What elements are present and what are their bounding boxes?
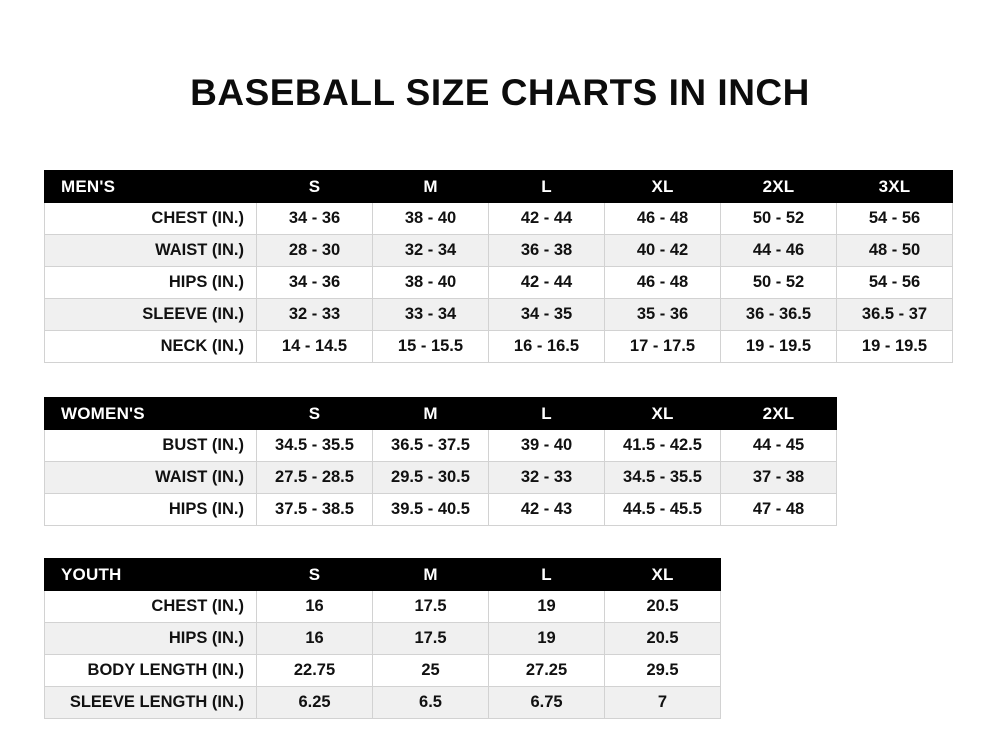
value-cell: 15 - 15.5	[373, 331, 489, 363]
value-cell: 6.75	[489, 687, 605, 719]
value-cell: 44.5 - 45.5	[605, 494, 721, 526]
header-cell-l: L	[489, 559, 605, 591]
value-cell: 27.25	[489, 655, 605, 687]
value-cell: 54 - 56	[837, 267, 953, 299]
value-cell: 46 - 48	[605, 203, 721, 235]
youth-size-table	[44, 558, 721, 719]
header-cell-m: M	[373, 398, 489, 430]
value-cell: 28 - 30	[257, 235, 373, 267]
row-label: SLEEVE (IN.)	[45, 299, 257, 331]
value-cell: 34.5 - 35.5	[605, 462, 721, 494]
row-label: SLEEVE LENGTH (IN.)	[45, 687, 257, 719]
header-cell-category: MEN'S	[45, 171, 257, 203]
value-cell: 29.5 - 30.5	[373, 462, 489, 494]
womens-size-table	[44, 397, 837, 526]
row-label: BODY LENGTH (IN.)	[45, 655, 257, 687]
value-cell: 44 - 45	[721, 430, 837, 462]
value-cell: 42 - 43	[489, 494, 605, 526]
value-cell: 35 - 36	[605, 299, 721, 331]
value-cell: 25	[373, 655, 489, 687]
value-cell: 37 - 38	[721, 462, 837, 494]
value-cell: 17.5	[373, 591, 489, 623]
header-cell-xl: XL	[605, 171, 721, 203]
row-label: CHEST (IN.)	[45, 591, 257, 623]
value-cell: 36 - 36.5	[721, 299, 837, 331]
header-cell-s: S	[257, 171, 373, 203]
value-cell: 34 - 36	[257, 203, 373, 235]
value-cell: 6.25	[257, 687, 373, 719]
table-row	[45, 687, 721, 719]
value-cell: 19	[489, 623, 605, 655]
value-cell: 34 - 35	[489, 299, 605, 331]
value-cell: 27.5 - 28.5	[257, 462, 373, 494]
value-cell: 7	[605, 687, 721, 719]
size-tables-container	[0, 170, 1000, 719]
row-label: HIPS (IN.)	[45, 267, 257, 299]
row-label: BUST (IN.)	[45, 430, 257, 462]
value-cell: 40 - 42	[605, 235, 721, 267]
value-cell: 19	[489, 591, 605, 623]
header-cell-l: L	[489, 171, 605, 203]
table-row	[45, 591, 721, 623]
value-cell: 38 - 40	[373, 203, 489, 235]
row-label: NECK (IN.)	[45, 331, 257, 363]
value-cell: 54 - 56	[837, 203, 953, 235]
table-row	[45, 655, 721, 687]
table-spacer	[44, 363, 956, 397]
table-row	[45, 462, 837, 494]
row-label: CHEST (IN.)	[45, 203, 257, 235]
value-cell: 50 - 52	[721, 203, 837, 235]
value-cell: 48 - 50	[837, 235, 953, 267]
value-cell: 47 - 48	[721, 494, 837, 526]
value-cell: 36.5 - 37.5	[373, 430, 489, 462]
table-header-row	[45, 171, 953, 203]
value-cell: 19 - 19.5	[837, 331, 953, 363]
value-cell: 19 - 19.5	[721, 331, 837, 363]
table-row	[45, 299, 953, 331]
value-cell: 34 - 36	[257, 267, 373, 299]
value-cell: 50 - 52	[721, 267, 837, 299]
header-cell-m: M	[373, 559, 489, 591]
value-cell: 46 - 48	[605, 267, 721, 299]
table-row	[45, 267, 953, 299]
header-cell-s: S	[257, 398, 373, 430]
value-cell: 29.5	[605, 655, 721, 687]
value-cell: 36.5 - 37	[837, 299, 953, 331]
table-header-row	[45, 398, 837, 430]
page-title: BASEBALL SIZE CHARTS IN INCH	[190, 72, 810, 113]
mens-size-table	[44, 170, 953, 363]
value-cell: 39.5 - 40.5	[373, 494, 489, 526]
header-cell-category: WOMEN'S	[45, 398, 257, 430]
value-cell: 20.5	[605, 623, 721, 655]
value-cell: 32 - 34	[373, 235, 489, 267]
value-cell: 34.5 - 35.5	[257, 430, 373, 462]
value-cell: 33 - 34	[373, 299, 489, 331]
table-row	[45, 430, 837, 462]
row-label: HIPS (IN.)	[45, 623, 257, 655]
header-cell-s: S	[257, 559, 373, 591]
value-cell: 37.5 - 38.5	[257, 494, 373, 526]
value-cell: 32 - 33	[489, 462, 605, 494]
value-cell: 42 - 44	[489, 203, 605, 235]
header-cell-l: L	[489, 398, 605, 430]
value-cell: 36 - 38	[489, 235, 605, 267]
header-cell-xl: XL	[605, 559, 721, 591]
value-cell: 16	[257, 591, 373, 623]
table-row	[45, 494, 837, 526]
value-cell: 42 - 44	[489, 267, 605, 299]
table-row	[45, 203, 953, 235]
value-cell: 32 - 33	[257, 299, 373, 331]
value-cell: 14 - 14.5	[257, 331, 373, 363]
header-cell-m: M	[373, 171, 489, 203]
value-cell: 6.5	[373, 687, 489, 719]
value-cell: 17 - 17.5	[605, 331, 721, 363]
value-cell: 20.5	[605, 591, 721, 623]
table-spacer	[44, 526, 956, 558]
header-cell-3xl: 3XL	[837, 171, 953, 203]
row-label: WAIST (IN.)	[45, 235, 257, 267]
table-row	[45, 623, 721, 655]
table-header-row	[45, 559, 721, 591]
value-cell: 38 - 40	[373, 267, 489, 299]
header-cell-category: YOUTH	[45, 559, 257, 591]
value-cell: 16	[257, 623, 373, 655]
header-cell-2xl: 2XL	[721, 171, 837, 203]
header-cell-2xl: 2XL	[721, 398, 837, 430]
value-cell: 44 - 46	[721, 235, 837, 267]
value-cell: 41.5 - 42.5	[605, 430, 721, 462]
table-row	[45, 331, 953, 363]
row-label: HIPS (IN.)	[45, 494, 257, 526]
header-cell-xl: XL	[605, 398, 721, 430]
value-cell: 39 - 40	[489, 430, 605, 462]
value-cell: 17.5	[373, 623, 489, 655]
value-cell: 22.75	[257, 655, 373, 687]
row-label: WAIST (IN.)	[45, 462, 257, 494]
table-row	[45, 235, 953, 267]
value-cell: 16 - 16.5	[489, 331, 605, 363]
